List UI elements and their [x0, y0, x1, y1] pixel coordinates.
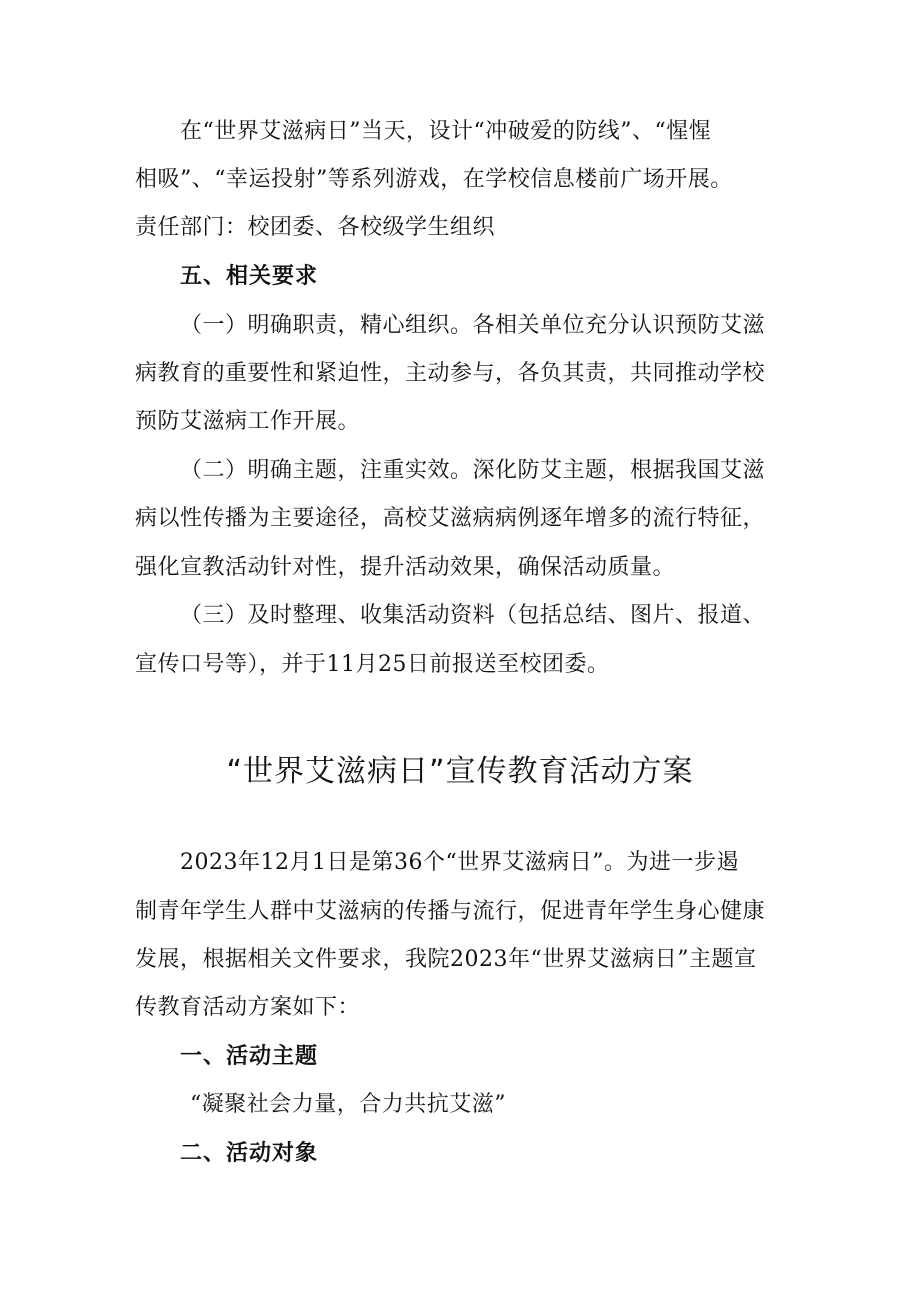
section-heading-theme: 一、活动主题	[180, 1044, 319, 1069]
intro-line-4: 传教育活动方案如下：	[135, 995, 361, 1020]
requirement-3-line-2: 宣传口号等），并于11月25日前报送至校团委。	[135, 652, 610, 677]
intro-line-3: 发展，根据相关文件要求，我院2023年“世界艾滋病日”主题宣	[135, 947, 757, 972]
requirement-1-line-2: 病教育的重要性和紧迫性，主动参与，各负其责，共同推动学校	[135, 361, 766, 386]
theme-slogan: “凝聚社会力量，合力共抗艾滋”	[190, 1092, 506, 1117]
intro-line-2: 制青年学生人群中艾滋病的传播与流行，促进青年学生身心健康	[135, 899, 766, 924]
requirement-2-line-3: 强化宣教活动针对性，提升活动效果，确保活动质量。	[135, 555, 676, 580]
requirement-1-line-1: （一）明确职责，精心组织。各相关单位充分认识预防艾滋	[180, 313, 766, 338]
intro-line-1: 2023年12月1日是第36个“世界艾滋病日”。为进一步遏	[180, 850, 739, 875]
paragraph-games-line-1: 在“世界艾滋病日”当天，设计“冲破爱的防线”、“惺惺	[180, 119, 712, 144]
requirement-2-line-2: 病以性传播为主要途径，高校艾滋病病例逐年增多的流行特征，	[135, 506, 766, 531]
paragraph-games-line-3: 责任部门：校团委、各校级学生组织	[135, 215, 496, 240]
requirement-3-line-1: （三）及时整理、收集活动资料（包括总结、图片、报道、	[180, 603, 766, 628]
document-title: “世界艾滋病日”宣传教育活动方案	[226, 754, 694, 789]
requirement-2-line-1: （二）明确主题，注重实效。深化防艾主题，根据我国艾滋	[180, 458, 766, 483]
section-heading-audience: 二、活动对象	[180, 1141, 319, 1166]
section-heading-requirements: 五、相关要求	[180, 264, 319, 289]
paragraph-games-line-2: 相吸”、“幸运投射”等系列游戏，在学校信息楼前广场开展。	[135, 167, 733, 192]
requirement-1-line-3: 预防艾滋病工作开展。	[135, 409, 361, 434]
